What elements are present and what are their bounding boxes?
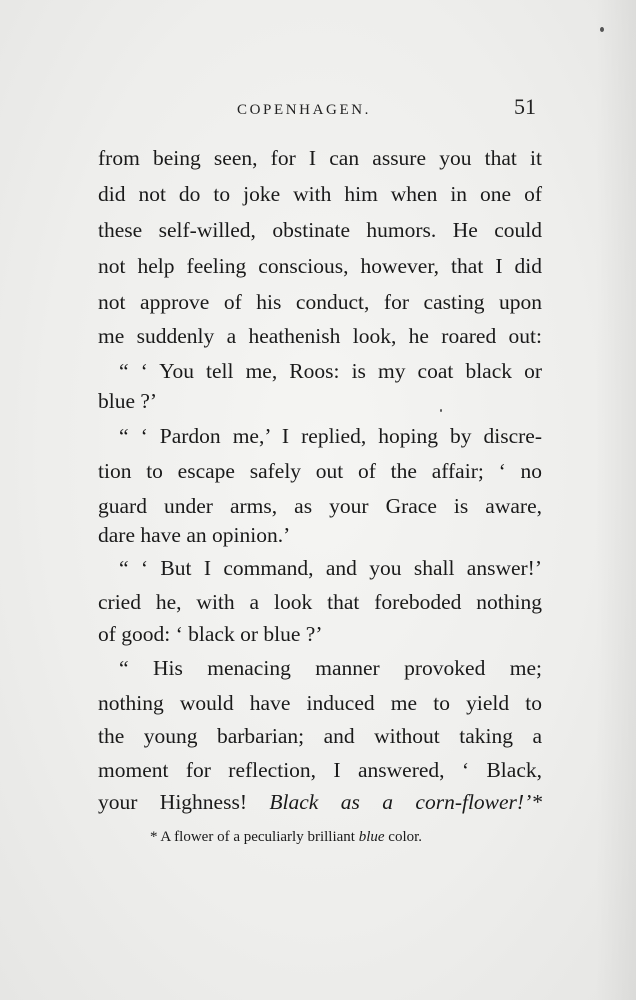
page-number: 51 [514, 94, 536, 119]
paper-speck [600, 27, 604, 32]
text-line: “ ‘ Pardon me,’ I replied, hoping by discre- [119, 424, 542, 448]
text-line: not help feeling conscious, however, that I did [98, 254, 542, 278]
text-line: me suddenly a heathenish look, he roared out: [98, 324, 542, 348]
text-line: not approve of his conduct, for casting upon [98, 290, 542, 314]
text-line: did not do to joke with him when in one of [98, 182, 542, 206]
text-line: “ His menacing manner provoked me; [119, 656, 542, 680]
text-line: these self-willed, obstinate humors. He could [98, 218, 542, 242]
text-line: tion to escape safely out of the affair; ‘ no [98, 459, 542, 483]
text-line: “ ‘ You tell me, Roos: is my coat black or [119, 359, 542, 383]
last-line-italic: Black as a corn-flower!’* [269, 790, 542, 814]
text-line: “ ‘ But I command, and you shall answer!’ [119, 556, 542, 580]
paper-speck [440, 409, 442, 412]
page-edge-shadow [596, 0, 636, 1000]
footnote-suffix: color. [388, 829, 423, 845]
text-line: blue ?’ [98, 389, 158, 413]
text-line: moment for reflection, I answered, ‘ Black, [98, 758, 542, 782]
text-line: guard under arms, as your Grace is aware, [98, 494, 542, 518]
footnote [150, 829, 422, 846]
text-line: of good: ‘ black or blue ?’ [98, 622, 323, 646]
text-line: nothing would have induced me to yield to [98, 691, 542, 715]
footnote-italic-word: blue [358, 829, 385, 845]
running-head: COPENHAGEN. [237, 102, 372, 118]
text-line: the young barbarian; and without taking a [98, 724, 542, 748]
text-line: dare have an opinion.’ [98, 523, 291, 547]
text-line: cried he, with a look that foreboded nothing [98, 590, 542, 614]
footnote-prefix: * A flower of a peculiarly brilliant [150, 829, 355, 845]
text-line-last [98, 784, 542, 820]
text-line: from being seen, for I can assure you that it [98, 146, 542, 170]
last-line-roman: your Highness! [98, 790, 247, 814]
